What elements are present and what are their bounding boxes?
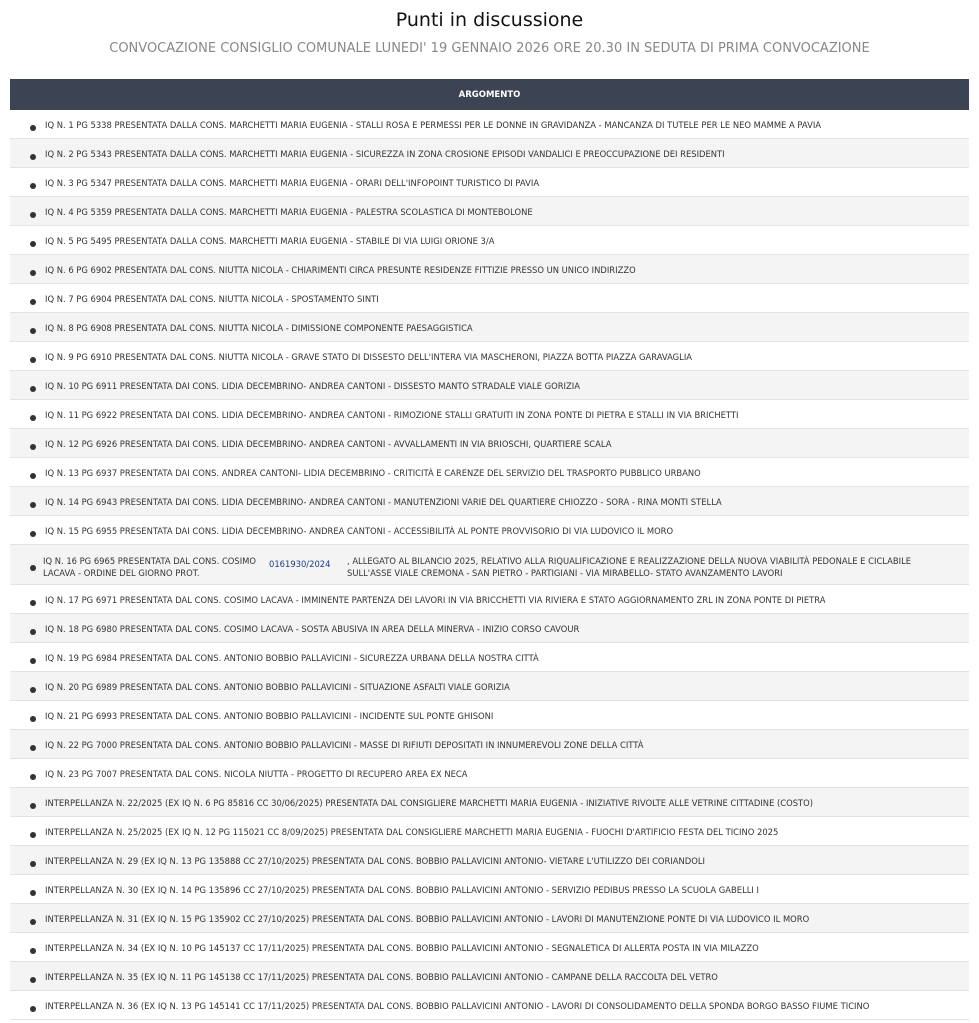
row-text: IQ N. 6 PG 6902 PRESENTATA DAL CONS. NIUTTA NICOLA - CHIARIMENTI CIRCA PRESUNTE RESIDENZE FITTIZIE PRESSO UN UNICO INDIRIZZO	[45, 265, 636, 275]
row-text: IQ N. 11 PG 6922 PRESENTATA DAI CONS. LIDIA DECEMBRINO- ANDREA CANTONI - RIMOZIONE STALLI GRATUITI IN ZONA PONTE DI PIETRA E STALLI IN VIA BRICHETTI	[45, 410, 739, 420]
table-row	[10, 701, 969, 730]
bullet-icon	[30, 774, 36, 780]
table-row	[10, 962, 969, 991]
bullet-icon	[30, 212, 36, 218]
table-row	[10, 139, 969, 168]
row-text: INTERPELLANZA N. 30 (EX IQ N. 14 PG 135896 CC 27/10/2025) PRESENTATA DAL CONS. BOBBIO PALLAVICINI ANTONIO - SERVIZIO PEDIBUS PRESSO LA SCUOLA GABELLI I	[45, 885, 760, 895]
row-text: IQ N. 18 PG 6980 PRESENTATA DAL CONS. COSIMO LACAVA - SOSTA ABUSIVA IN AREA DELLA MINERVA - INIZIO CORSO CAVOUR	[45, 624, 580, 634]
bullet-icon	[30, 183, 36, 189]
page-subtitle: CONVOCAZIONE CONSIGLIO COMUNALE LUNEDI' 19 GENNAIO 2026 ORE 20.30 IN SEDUTA DI PRIMA CONVOCAZIONE	[109, 41, 870, 56]
row-text: IQ N. 21 PG 6993 PRESENTATA DAL CONS. ANTONIO BOBBIO PALLAVICINI - INCIDENTE SUL PONTE GHISONI	[45, 711, 494, 721]
table-row	[10, 585, 969, 614]
bullet-icon	[30, 832, 36, 838]
bullet-icon	[30, 565, 36, 571]
table-row	[10, 516, 969, 545]
table-row	[10, 371, 969, 400]
row-text: IQ N. 23 PG 7007 PRESENTATA DAL CONS. NICOLA NIUTTA - PROGETTO DI RECUPERO AREA EX NECA	[45, 769, 468, 779]
row-text: IQ N. 7 PG 6904 PRESENTATA DAL CONS. NIUTTA NICOLA - SPOSTAMENTO SINTI	[45, 294, 379, 304]
bullet-icon	[30, 241, 36, 247]
bullet-icon	[30, 125, 36, 131]
row-text: IQ N. 8 PG 6908 PRESENTATA DAL CONS. NIUTTA NICOLA - DIMISSIONE COMPONENTE PAESAGGISTICA	[45, 323, 473, 333]
bullet-icon	[30, 658, 36, 664]
bullet-icon	[30, 745, 36, 751]
bullet-icon	[30, 716, 36, 722]
table-row	[10, 904, 969, 933]
table-row	[10, 545, 969, 585]
table-row	[10, 614, 969, 643]
table-row	[10, 197, 969, 226]
row-text: IQ N. 14 PG 6943 PRESENTATA DAI CONS. LIDIA DECEMBRINO- ANDREA CANTONI - MANUTENZIONI VARIE DEL QUARTIERE CHIOZZO - SORA - RINA MONTI STELLA	[45, 497, 722, 507]
bullet-icon	[30, 328, 36, 334]
row-text-left: IQ N. 16 PG 6965 PRESENTATA DAL CONS. COSIMO LACAVA - ORDINE DEL GIORNO PROT.	[43, 556, 256, 578]
table-row	[10, 226, 969, 255]
table-row	[10, 933, 969, 962]
bullet-icon	[30, 919, 36, 925]
row-text: IQ N. 5 PG 5495 PRESENTATA DALLA CONS. MARCHETTI MARIA EUGENIA - STABILE DI VIA LUIGI ORIONE 3/A	[45, 236, 495, 246]
row-text: IQ N. 15 PG 6955 PRESENTATA DAI CONS. LIDIA DECEMBRINO- ANDREA CANTONI - ACCESSIBILITÀ AL PONTE PROVVISORIO DI VIA LUDOVICO IL MORO	[45, 526, 674, 536]
row-text: INTERPELLANZA N. 34 (EX IQ N. 10 PG 145137 CC 17/11/2025) PRESENTATA DAL CONS. BOBBIO PALLAVICINI ANTONIO - SEGNALETICA DI ALLERTA POSTA IN VIA MILAZZO	[45, 943, 759, 953]
row-text: IQ N. 10 PG 6911 PRESENTATA DAI CONS. LIDIA DECEMBRINO- ANDREA CANTONI - DISSESTO MANTO STRADALE VIALE GORIZIA	[45, 381, 580, 391]
bullet-icon	[30, 531, 36, 537]
row-text: IQ N. 17 PG 6971 PRESENTATA DAL CONS. COSIMO LACAVA - IMMINENTE PARTENZA DEI LAVORI IN VIA BRICCHETTI VIA RIVIERA E STATO AGGIORNAMENTO ZRL IN ZONA PONTE DI PIETRA	[45, 595, 826, 605]
bullet-icon	[30, 629, 36, 635]
row-text: INTERPELLANZA N. 31 (EX IQ N. 15 PG 135902 CC 27/10/2025) PRESENTATA DAL CONS. BOBBIO PALLAVICINI ANTONIO - LAVORI DI MANUTENZIONE PONTE DI VIA LUDOVICO IL MORO	[45, 914, 810, 924]
table-row	[10, 759, 969, 788]
table-row	[10, 875, 969, 904]
table-row	[10, 672, 969, 701]
row-text: IQ N. 12 PG 6926 PRESENTATA DAI CONS. LIDIA DECEMBRINO- ANDREA CANTONI - AVVALLAMENTI IN VIA BRIOSCHI, QUARTIERE SCALA	[45, 439, 612, 449]
row-text: IQ N. 13 PG 6937 PRESENTATA DAI CONS. ANDREA CANTONI- LIDIA DECEMBRINO - CRITICITÀ E CARENZE DEL SERVIZIO DEL TRASPORTO PUBBLICO URBANO	[45, 468, 701, 478]
table-row	[10, 788, 969, 817]
table-row	[10, 487, 969, 516]
bullet-icon	[30, 154, 36, 160]
table-row	[10, 817, 969, 846]
table-row	[10, 342, 969, 371]
row-text: IQ N. 1 PG 5338 PRESENTATA DALLA CONS. MARCHETTI MARIA EUGENIA - STALLI ROSA E PERMESSI PER LE DONNE IN GRAVIDANZA - MANCANZA DI TUTELE PER LE NEO MAMME A PAVIA	[45, 120, 822, 130]
bullet-icon	[30, 502, 36, 508]
bullet-icon	[30, 890, 36, 896]
table-row	[10, 991, 969, 1020]
table-row	[10, 284, 969, 313]
bullet-icon	[30, 299, 36, 305]
row-text: IQ N. 19 PG 6984 PRESENTATA DAL CONS. ANTONIO BOBBIO PALLAVICINI - SICUREZZA URBANA DELLA NOSTRA CITTÀ	[45, 653, 539, 663]
table-row	[10, 643, 969, 672]
row-text: INTERPELLANZA N. 29 (EX IQ N. 13 PG 135888 CC 27/10/2025) PRESENTATA DAL CONS. BOBBIO PALLAVICINI ANTONIO- VIETARE L'UTILIZZO DEI CORIANDOLI	[45, 856, 705, 866]
bullet-icon	[30, 357, 36, 363]
bullet-icon	[30, 600, 36, 606]
bullet-icon	[30, 386, 36, 392]
table-row	[10, 255, 969, 284]
bullet-icon	[30, 861, 36, 867]
table-row	[10, 400, 969, 429]
row-text: INTERPELLANZA N. 25/2025 (EX IQ N. 12 PG 115021 CC 8/09/2025) PRESENTATA DAL CONSIGLIERE MARCHETTI MARIA EUGENIA - FUOCHI D'ARTIFICIO FESTA DEL TICINO 2025	[45, 827, 779, 837]
table-row	[10, 110, 969, 139]
bullet-icon	[30, 687, 36, 693]
row-text: IQ N. 9 PG 6910 PRESENTATA DAL CONS. NIUTTA NICOLA - GRAVE STATO DI DISSESTO DELL'INTERA VIA MASCHERONI, PIAZZA BOTTA PIAZZA GARAVAGLIA	[45, 352, 693, 362]
row-text: INTERPELLANZA N. 22/2025 (EX IQ N. 6 PG 85816 CC 30/06/2025) PRESENTATA DAL CONSIGLIERE MARCHETTI MARIA EUGENIA - INIZIATIVE RIVOLTE ALLE VETRINE CITTADINE (COSTO)	[45, 798, 814, 808]
page-title: Punti in discussione	[395, 9, 584, 31]
agenda-table	[10, 79, 969, 1020]
table-row	[10, 458, 969, 487]
row-text: IQ N. 20 PG 6989 PRESENTATA DAL CONS. ANTONIO BOBBIO PALLAVICINI - SITUAZIONE ASFALTI VIALE GORIZIA	[45, 682, 510, 692]
bullet-icon	[30, 803, 36, 809]
bullet-icon	[30, 948, 36, 954]
row-text: IQ N. 3 PG 5347 PRESENTATA DALLA CONS. MARCHETTI MARIA EUGENIA - ORARI DELL'INFOPOINT TURISTICO DI PAVIA	[45, 178, 540, 188]
bullet-icon	[30, 415, 36, 421]
table-row	[10, 168, 969, 197]
table-row	[10, 429, 969, 458]
row-text: IQ N. 22 PG 7000 PRESENTATA DAL CONS. ANTONIO BOBBIO PALLAVICINI - MASSE DI RIFIUTI DEPOSITATI IN INNUMEREVOLI ZONE DELLA CITTÀ	[45, 740, 644, 750]
bullet-icon	[30, 473, 36, 479]
bullet-icon	[30, 270, 36, 276]
table-header: ARGOMENTO	[10, 79, 969, 110]
table-row	[10, 846, 969, 875]
row-text: IQ N. 2 PG 5343 PRESENTATA DALLA CONS. MARCHETTI MARIA EUGENIA - SICUREZZA IN ZONA CROSIONE EPISODI VANDALICI E PREOCCUPAZIONE DEI RESIDENTI	[45, 149, 725, 159]
row-text: INTERPELLANZA N. 35 (EX IQ N. 11 PG 145138 CC 17/11/2025) PRESENTATA DAL CONS. BOBBIO PALLAVICINI ANTONIO - CAMPANE DELLA RACCOLTA DEL VETRO	[45, 972, 718, 982]
bullet-icon	[30, 977, 36, 983]
bullet-icon	[30, 444, 36, 450]
protocol-link[interactable]: 0161930/2024	[269, 559, 331, 569]
table-row	[10, 730, 969, 759]
row-text: INTERPELLANZA N. 36 (EX IQ N. 13 PG 145141 CC 17/11/2025) PRESENTATA DAL CONS. BOBBIO PALLAVICINI ANTONIO - LAVORI DI CONSOLIDAMENTO DELLA SPONDA BORGO BASSO FIUME TICINO	[45, 1001, 870, 1011]
bullet-icon	[30, 1006, 36, 1012]
row-text-right: , ALLEGATO AL BILANCIO 2025, RELATIVO ALLA RIQUALIFICAZIONE E REALIZZAZIONE DELLA NUOVA VIABILITÀ PEDONALE E CICLABILE SULL'ASSE VIALE CREMONA - SAN PIETRO - PARTIGIANI - VIA MIRABELLO- STATO AVANZAMENTO LAVORI	[347, 556, 912, 578]
row-text: IQ N. 4 PG 5359 PRESENTATA DALLA CONS. MARCHETTI MARIA EUGENIA - PALESTRA SCOLASTICA DI MONTEBOLONE	[45, 207, 533, 217]
table-body	[10, 110, 969, 1020]
table-row	[10, 313, 969, 342]
